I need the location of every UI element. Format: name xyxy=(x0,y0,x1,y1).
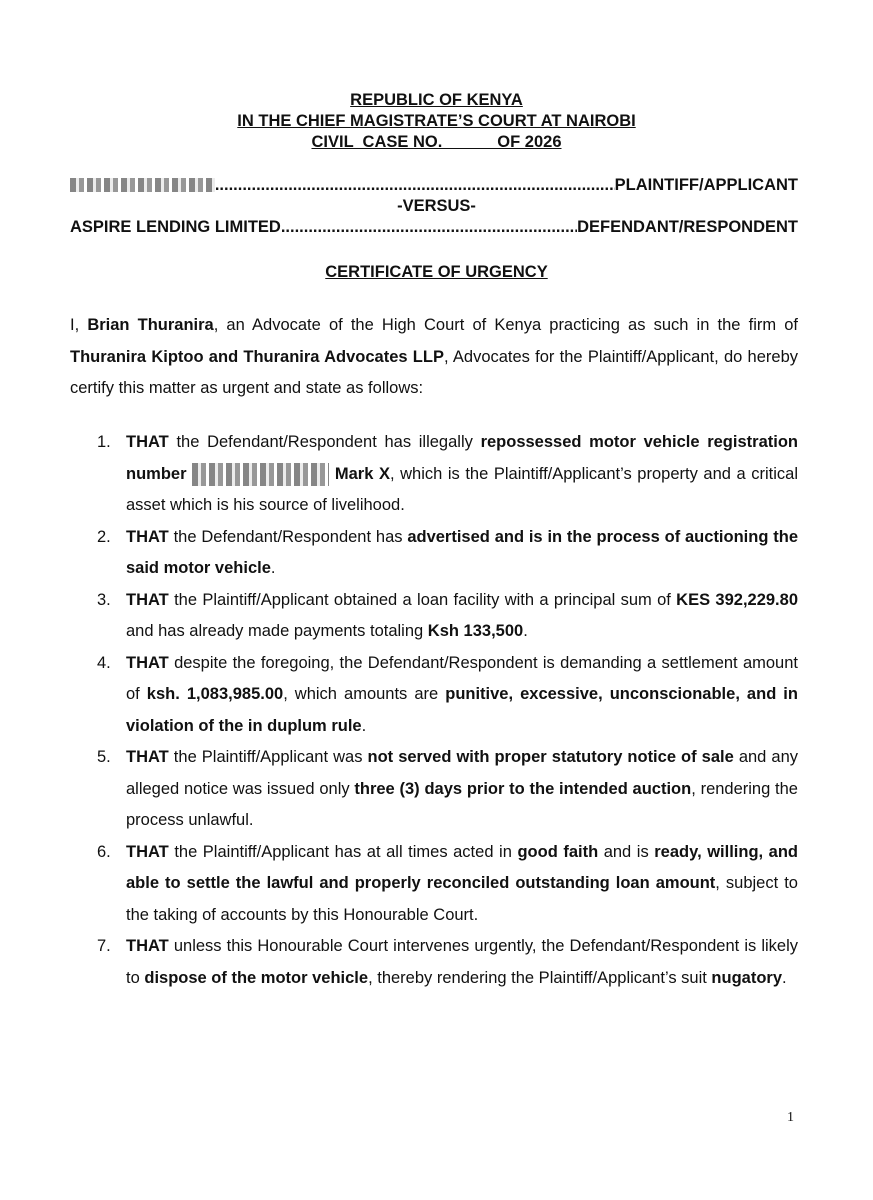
firm-name: Thuranira Kiptoo and Thuranira Advocates LLP xyxy=(70,347,444,366)
item-text: the Plaintiff/Applicant obtained a loan facility with a principal sum of xyxy=(168,590,677,609)
list-item xyxy=(70,837,798,932)
item-bold-text: ready, willing, and able to settle the lawful and properly reconciled outstanding loan amount xyxy=(126,842,799,892)
list-item xyxy=(70,648,798,743)
item-bold-text: Mark X xyxy=(329,464,390,483)
item-text: , rendering the process unlawful. xyxy=(126,779,798,829)
defendant-line xyxy=(70,216,798,238)
settlement-amount: ksh. 1,083,985.00 xyxy=(146,685,284,703)
list-item xyxy=(70,522,798,585)
list-item xyxy=(70,931,798,994)
item-text: and is xyxy=(598,842,655,861)
intro-text: I, xyxy=(70,316,88,334)
item-number: 3. xyxy=(97,590,111,609)
item-bold-text: nugatory xyxy=(711,968,783,987)
item-text: , subject to the taking of accounts by this Honourable Court. xyxy=(126,874,798,924)
item-text: and any alleged notice was issued only xyxy=(126,748,798,798)
item-bold-text: not served with proper statutory notice of sale xyxy=(367,748,734,766)
header-republic: REPUBLIC OF KENYA xyxy=(350,91,523,109)
item-text: the Defendant/Respondent has xyxy=(168,527,408,546)
item-text: unless this Honourable Court intervenes urgently, the Defendant/Respondent is likely to xyxy=(126,937,798,987)
item-text: . xyxy=(782,968,787,987)
defendant-role: DEFENDANT/RESPONDENT xyxy=(577,218,798,236)
item-text: despite the foregoing, the Defendant/Respondent is demanding a settlement amount of xyxy=(126,653,798,703)
item-number: 7. xyxy=(97,937,111,955)
item-text: the Plaintiff/Applicant has at all times acted in xyxy=(168,842,518,861)
item-text: and has already made payments totaling xyxy=(126,622,428,640)
item-bold-text: dispose of the motor vehicle xyxy=(144,968,369,987)
item-number: 4. xyxy=(97,653,111,672)
list-item xyxy=(70,585,798,648)
item-bold-text: three (3) days prior to the intended auction xyxy=(354,779,692,798)
item-text: , which is the Plaintiff/Applicant’s property and a critical asset which is his source of livelihood. xyxy=(126,464,798,514)
advocate-name: Brian Thuranira xyxy=(87,316,214,334)
intro-text: , Advocates for the Plaintiff/Applicant, do hereby certify this matter as urgent and state as follows: xyxy=(70,347,798,397)
that-word: THAT xyxy=(126,527,169,546)
that-word: THAT xyxy=(126,937,169,955)
page-number: 1 xyxy=(787,1110,794,1125)
defendant-name: ASPIRE LENDING LIMITED xyxy=(70,218,281,236)
registration-redacted xyxy=(192,459,329,491)
that-word: THAT xyxy=(126,590,169,609)
list-item xyxy=(70,427,798,522)
grounds-list xyxy=(70,427,798,994)
that-word: THAT xyxy=(126,748,169,766)
plaintiff-name-redacted xyxy=(70,174,215,196)
item-text: the Defendant/Respondent has illegally xyxy=(168,433,481,451)
item-text: . xyxy=(523,622,528,640)
versus-label: -VERSUS- xyxy=(397,197,476,215)
that-word: THAT xyxy=(126,842,169,861)
item-text: , thereby rendering the Plaintiff/Applicant’s suit xyxy=(368,968,712,987)
item-number: 5. xyxy=(97,748,111,766)
item-text: . xyxy=(270,559,276,577)
document-title: CERTIFICATE OF URGENCY xyxy=(325,263,548,281)
intro-text: , an Advocate of the High Court of Kenya practicing as such in the firm of xyxy=(213,316,798,334)
leader-dots xyxy=(281,216,577,238)
item-bold-text: punitive, excessive, unconscionable, and in violation of the in duplum rule xyxy=(126,685,798,735)
that-word: THAT xyxy=(126,433,169,451)
item-text: , which amounts are xyxy=(283,685,446,703)
item-number: 1. xyxy=(97,433,111,451)
leader-dots xyxy=(215,174,615,196)
that-word: THAT xyxy=(126,653,169,672)
list-item xyxy=(70,742,798,837)
payments-amount: Ksh 133,500 xyxy=(427,622,524,640)
principal-amount: KES 392,229.80 xyxy=(676,590,798,609)
header-court: IN THE CHIEF MAGISTRATE’S COURT AT NAIROBI xyxy=(237,112,636,130)
plaintiff-line xyxy=(70,174,798,196)
intro-paragraph xyxy=(70,310,798,405)
item-bold-text: advertised and is in the process of auctioning the said motor vehicle xyxy=(126,527,798,577)
header-case-number: CIVIL CASE NO. OF 2026 xyxy=(311,133,562,151)
item-text: . xyxy=(361,716,367,735)
item-text: the Plaintiff/Applicant was xyxy=(168,748,368,766)
plaintiff-role: PLAINTIFF/APPLICANT xyxy=(614,176,798,194)
item-number: 2. xyxy=(97,527,111,546)
item-number: 6. xyxy=(97,842,111,861)
item-bold-text: repossessed motor vehicle registration number xyxy=(126,433,798,483)
item-bold-text: good faith xyxy=(517,842,599,861)
